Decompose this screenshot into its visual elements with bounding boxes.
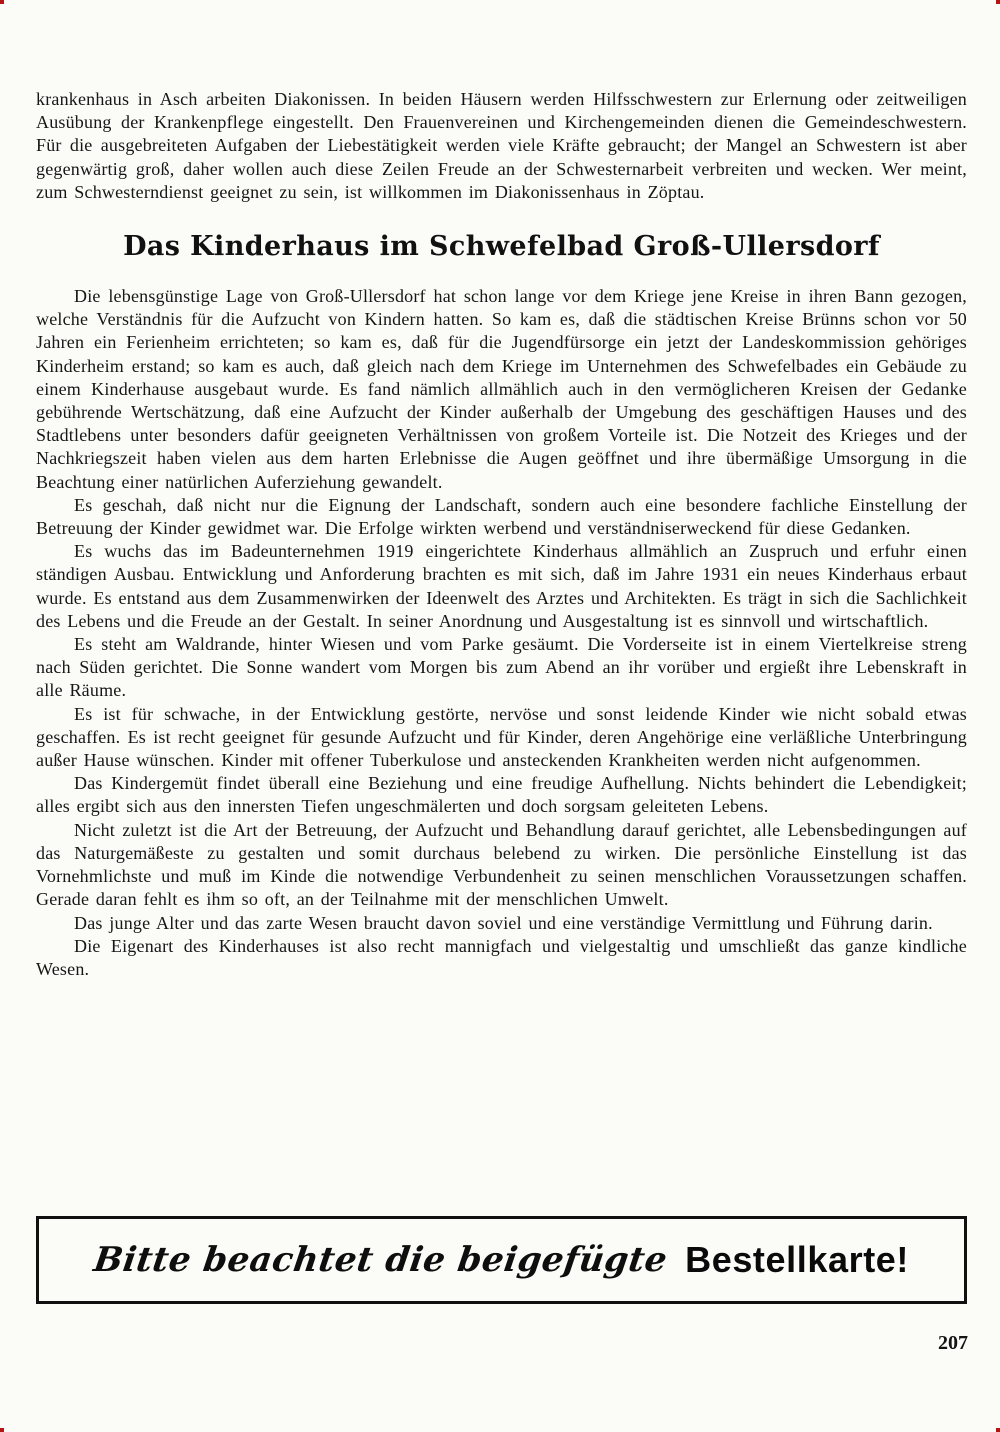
section-paragraph: Es geschah, daß nicht nur die Eignung der Landschaft, sondern auch eine besondere fachliche Einstellung der Betreuung der Kinder gewidmet war. Die Erfolge wirkten werbend und verständniserweckend für diese Gedanken.: [36, 494, 967, 539]
section-paragraph: Es wuchs das im Badeunternehmen 1919 eingerichtete Kinderhaus allmählich an Zuspruch und erfuhr einen ständigen Ausbau. Entwicklung und Anforderung brachten es mit sich, daß im Jahre 1931 ein neues Kinderhaus erbaut wurde. Es entstand aus dem Zusammenwirken der Ideenwelt des Arztes und Architekten. Es trägt in sich die Sachlichkeit des Lebens und die Freude an der Gestalt. In seiner Anordnung und Ausgestaltung ist es sinnvoll und wirtschaftlich.: [36, 541, 967, 631]
corner-marker-top-right: [996, 0, 1000, 4]
banner-bold-text: Bestellkarte!: [685, 1239, 909, 1280]
section-paragraph: Es steht am Waldrande, hinter Wiesen und vom Parke gesäumt. Die Vorderseite ist in einem Viertelkreise streng nach Süden gerichtet. Die Sonne wandert vom Morgen bis zum Abend an ihr vorüber und ergießt ihre Lebenskraft in alle Räume.: [36, 634, 967, 701]
corner-marker-bottom-left: [0, 1428, 4, 1432]
banner-script-text: Bitte beachtet die beigefügte: [91, 1240, 670, 1280]
section-paragraph: Nicht zuletzt ist die Art der Betreuung, der Aufzucht und Behandlung darauf gerichtet, alle Lebensbedingungen auf das Naturgemäßeste zu gestalten und somit durchaus belebend zu wirken. Die persönliche Einstellung ist das Vornehmlichste und muß im Kinde die notwendige Verbundenheit zu seinen menschlichen Voraussetzungen schaffen. Gerade daran fehlt es ihm so oft, an der Teilnahme mit der menschlichen Umwelt.: [36, 819, 967, 910]
paragraph-continuation: krankenhaus in Asch arbeiten Diakonissen. In beiden Häusern werden Hilfsschwestern zur Erlernung oder zeitweiligen Ausübung der Krankenpflege eingestellt. Den Frauenvereinen und Kirchengemeinden dienen die Gemeindeschwestern. Für die ausgebreiteten Aufgaben der Liebestätigkeit werden viele Kräfte gebraucht; der Mangel an Schwestern ist aber gegenwärtig groß, daher wollen auch diese Zeilen Freude an der Schwesternarbeit verbreiten und wecken. Wer meint, zum Schwesterndienst geeignet zu sein, ist willkommen im Diakonissenhaus in Zöptau.: [36, 89, 967, 202]
section-paragraph: Das junge Alter und das zarte Wesen braucht davon soviel und eine verständige Vermittlung und Führung darin.: [74, 912, 933, 933]
section-paragraph: Die lebensgünstige Lage von Groß-Ullersdorf hat schon lange vor dem Kriege jene Kreise in ihren Bann gezogen, welche Verständnis für die Aufzucht von Kindern hatten. So kam es, daß die städtischen Kreise Brünns schon vor 50 Jahren ein Ferienheim errichteten; so kam es, daß für die Jugendfürsorge ein jetzt der Landeskommission gehöriges Kinderheim erstand; so kam es auch, daß gleich nach dem Kriege im Unternehmen des Schwefelbades ein Gebäude zu einem Kinderhause ausgebaut wurde. Es fand nämlich allmählich auch in den vermöglicheren Kreisen der Gedanke gebührende Wertschätzung, daß eine Aufzucht der Kinder außerhalb der Umgebung des geschäftigen Hauses und des Stadtlebens unter besonders dafür geeigneten Verhältnissen von großem Vorteile ist. Die Notzeit des Krieges und der Nachkriegszeit haben vielen aus dem harten Erlebnisse die Augen geöffnet und ihre übermäßige Umsorgung in die Beachtung einer natürlichen Auferziehung gewandelt.: [36, 286, 967, 492]
section-paragraph: Das Kindergemüt findet überall eine Beziehung und eine freudige Aufhellung. Nichts behindert die Lebendigkeit; alles ergibt sich aus den innersten Tiefen ungeschmälerten und doch sorgsam geleiteten Lebens.: [36, 773, 967, 817]
order-card-banner: [36, 1216, 967, 1304]
section-heading: Das Kinderhaus im Schwefelbad Groß-Ullersdorf: [123, 231, 880, 263]
corner-marker-bottom-right: [996, 1428, 1000, 1432]
corner-marker-top-left: [0, 0, 4, 4]
page-number: 207: [938, 1332, 968, 1354]
section-paragraph: Es ist für schwache, in der Entwicklung gestörte, nervöse und sonst leidende Kinder wie nicht sobald etwas geschaffen. Es ist recht geeignet für gesunde Aufzucht und für Kinder, deren Angehörige eine verläßliche Unterbringung außer Hause wünschen. Kinder mit offener Tuberkulose und ansteckenden Krankheiten werden nicht aufgenommen.: [36, 703, 967, 771]
section-paragraph: Die Eigenart des Kinderhauses ist also recht mannigfach und vielgestaltig und umschließt das ganze kindliche Wesen.: [36, 935, 967, 979]
